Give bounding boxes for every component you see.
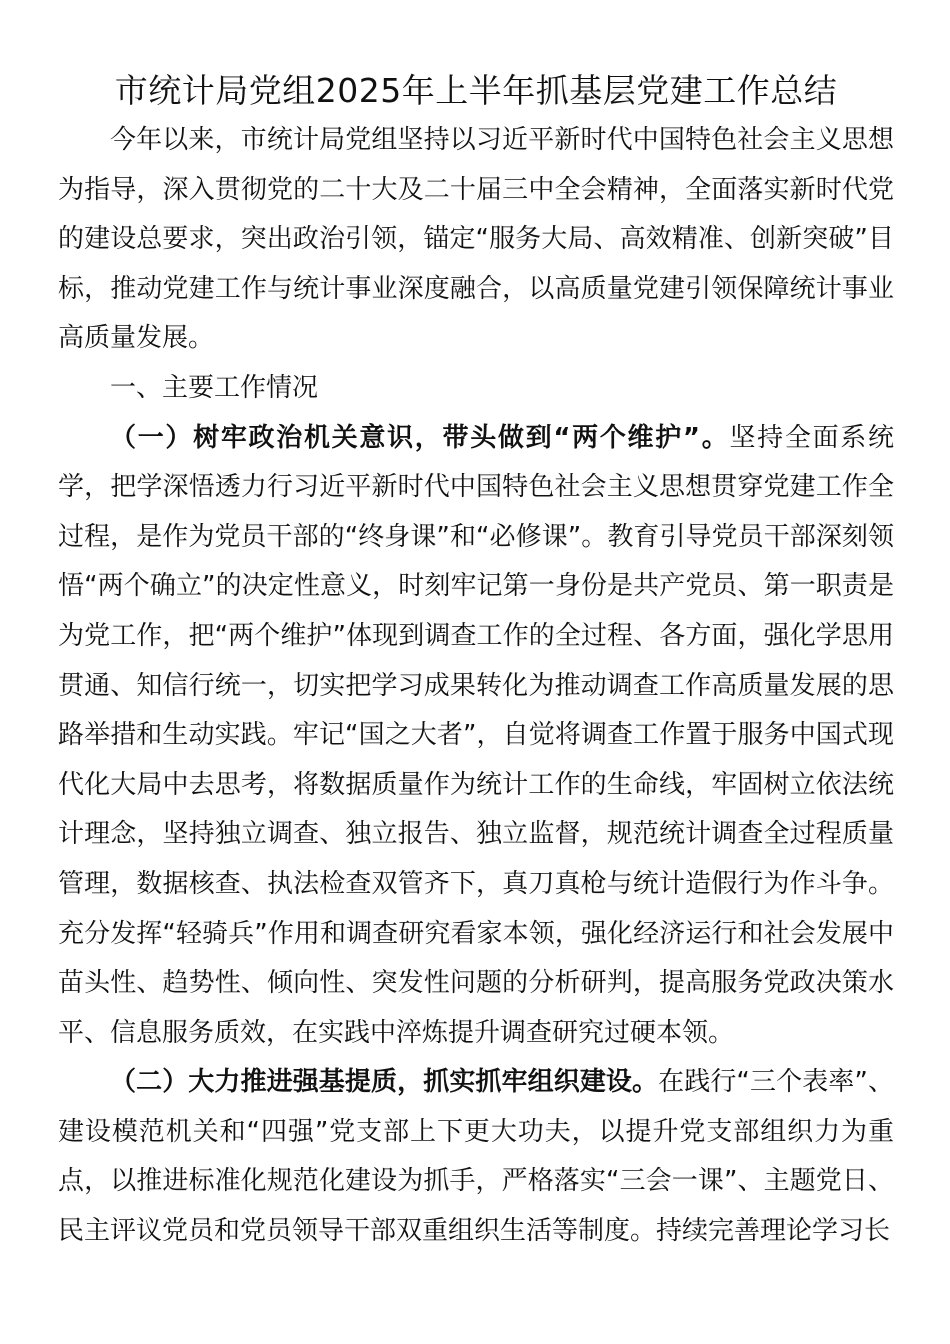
item-2-body: 在践行“三个表率”、建设模范机关和“四强”党支部上下更大功夫，以提升党支部组织力为重点，以推进标准化规范化建设为抓手，严格落实“三会一课”、主题党日、民主评议党员和党员领导干部双重组织生活等制度。持续完善理论学习长 [58, 1067, 894, 1247]
item-1-lead: （一）树牢政治机关意识，带头做到“两个维护”。 [110, 422, 730, 453]
item-2-paragraph [58, 1058, 894, 1256]
intro-paragraph: 今年以来，市统计局党组坚持以习近平新时代中国特色社会主义思想为指导，深入贯彻党的二十大及二十届三中全会精神，全面落实新时代党的建设总要求，突出政治引领，锚定“服务大局、高效精准、创新突破”目标，推动党建工作与统计事业深度融合，以高质量党建引领保障统计事业高质量发展。 [58, 125, 894, 354]
document-title: 市统计局党组2025年上半年抓基层党建工作总结 [114, 71, 838, 110]
item-1-paragraph [58, 414, 894, 1059]
section-heading: 一、主要工作情况 [110, 372, 319, 403]
item-2-lead: （二）大力推进强基提质，抓实抓牢组织建设。 [110, 1067, 659, 1098]
document-page [58, 70, 894, 1257]
item-1-body: 坚持全面系统学，把学深悟透力行习近平新时代中国特色社会主义思想贯穿党建工作全过程，是作为党员干部的“终身课”和“必修课”。教育引导党员干部深刻领悟“两个确立”的决定性意义，时刻牢记第一身份是共产党员、第一职责是为党工作，把“两个维护”体现到调查工作的全过程、各方面，强化学思用贯通、知信行统一，切实把学习成果转化为推动调查工作高质量发展的思路举措和生动实践。牢记“国之大者”，自觉将调查工作置于服务中国式现代化大局中去思考，将数据质量作为统计工作的生命线，牢固树立依法统计理念，坚持独立调查、独立报告、独立监督，规范统计调查全过程质量管理，数据核查、执法检查双管齐下，真刀真枪与统计造假行为作斗争。充分发挥“轻骑兵”作用和调查研究看家本领，强化经济运行和社会发展中苗头性、趋势性、倾向性、突发性问题的分析研判，提高服务党政决策水平、信息服务质效，在实践中淬炼提升调查研究过硬本领。 [58, 422, 894, 1048]
